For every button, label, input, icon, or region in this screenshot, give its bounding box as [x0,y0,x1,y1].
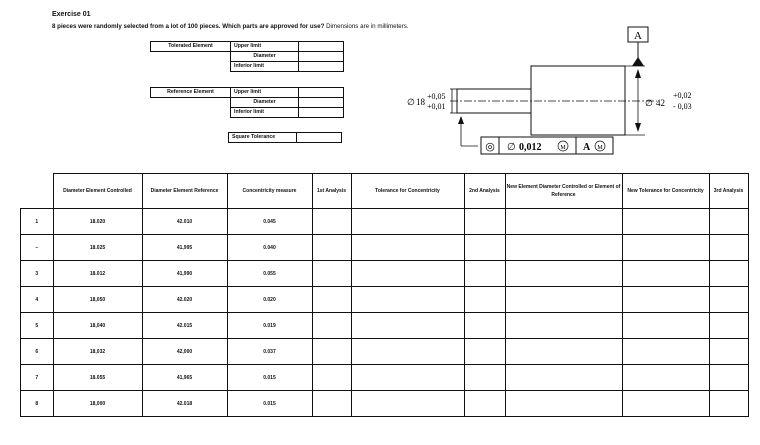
new-tolerance-cell[interactable] [622,287,709,313]
tolerance-cell[interactable] [351,391,464,417]
feature-control-frame [481,137,613,154]
diameter-controlled-cell: 18.055 [53,365,142,391]
header-concentricity: Concentricity measure [227,174,312,209]
header-tolerance: Tolerance for Concentricity [351,174,464,209]
left-lower-dev: +0,01 [427,102,446,111]
row-number: 6 [21,339,54,365]
table-row [21,287,749,313]
analysis-3-cell[interactable] [709,261,748,287]
tolerance-cell[interactable] [351,261,464,287]
diameter-controlled-cell: 18.012 [53,261,142,287]
tolerated-element-box [150,41,344,72]
concentricity-cell: 0.020 [227,287,312,313]
reference-upper-value[interactable] [299,88,344,98]
diameter-reference-cell: 42.010 [142,209,227,235]
concentricity-cell: 0.015 [227,391,312,417]
concentricity-symbol-icon: ◎ [485,141,495,153]
tolerance-cell[interactable] [351,339,464,365]
new-tolerance-cell[interactable] [622,339,709,365]
square-tolerance-value[interactable] [297,133,342,143]
new-tolerance-cell[interactable] [622,235,709,261]
reference-diameter: Diameter [231,98,299,108]
analysis-3-cell[interactable] [709,365,748,391]
left-nominal: 18 [416,97,425,107]
table-row [21,365,749,391]
analysis-3-cell[interactable] [709,209,748,235]
analysis-3-cell[interactable] [709,313,748,339]
frame-tolerance-value: 0,012 [519,142,542,153]
reference-diameter-value[interactable] [299,98,344,108]
analysis-3-cell[interactable] [709,235,748,261]
row-number-header [21,174,54,209]
concentricity-cell: 0.055 [227,261,312,287]
frame-datum: A [583,142,591,153]
square-tolerance-label: Square Tolerance [229,133,297,143]
tolerance-cell[interactable] [351,287,464,313]
analysis-2-cell[interactable] [464,365,505,391]
new-diameter-cell[interactable] [505,261,622,287]
header-analysis-3: 3rd Analysis [709,174,748,209]
reference-element-box [150,87,344,118]
analysis-2-cell[interactable] [464,209,505,235]
tolerated-diameter: Diameter [231,52,299,62]
row-number: 3 [21,261,54,287]
concentricity-cell: 0.015 [227,365,312,391]
diameter-reference-cell: 41,965 [142,365,227,391]
tolerated-element-label: Tolerated Element [151,42,231,52]
exercise-title: Exercise 01 [52,11,91,18]
diameter-reference-cell: 42,000 [142,339,227,365]
diameter-reference-cell: 41,995 [142,235,227,261]
analysis-1-cell[interactable] [312,391,351,417]
tolerated-upper-value[interactable] [299,42,344,52]
left-upper-dev: +0,05 [427,92,446,101]
right-upper-dev: +0,02 [673,91,692,100]
intro-question: 8 pieces were randomly selected from a lot of 100 pieces. Which parts are approved for use? [52,23,325,30]
new-diameter-cell[interactable] [505,391,622,417]
row-number: 1 [21,209,54,235]
new-tolerance-cell[interactable] [622,391,709,417]
analysis-1-cell[interactable] [312,287,351,313]
table-row [21,391,749,417]
new-tolerance-cell[interactable] [622,313,709,339]
diameter-controlled-cell: 18,000 [53,391,142,417]
diameter-controlled-cell: 18,032 [53,339,142,365]
row-number: 7 [21,365,54,391]
right-diameter-symbol: ∅ [645,98,653,108]
inspection-table [20,173,749,417]
new-diameter-cell[interactable] [505,339,622,365]
tolerated-upper-limit: Upper limit [231,42,299,52]
diameter-reference-cell: 42.015 [142,313,227,339]
analysis-2-cell[interactable] [464,261,505,287]
header-diameter-controlled: Diameter Element Controlled [53,174,142,209]
tolerated-diameter-value[interactable] [299,52,344,62]
analysis-1-cell[interactable] [312,235,351,261]
square-tolerance-box [228,132,342,143]
table-row [21,261,749,287]
analysis-1-cell[interactable] [312,261,351,287]
left-diameter-symbol: ∅ [407,97,415,107]
tolerance-cell[interactable] [351,209,464,235]
reference-upper-limit: Upper limit [231,88,299,98]
frame-modifier-1: M [560,145,566,151]
diameter-controlled-cell: 18,050 [53,287,142,313]
diameter-reference-cell: 42.020 [142,287,227,313]
right-lower-dev: - 0,03 [673,102,692,111]
reference-inferior-limit: Inferior limit [231,108,299,118]
diameter-reference-cell: 41,990 [142,261,227,287]
reference-element-label: Reference Element [151,88,231,98]
row-number: 5 [21,313,54,339]
concentricity-cell: 0.045 [227,209,312,235]
analysis-1-cell[interactable] [312,313,351,339]
header-new-diameter: New Element Diameter Controlled or Element of Reference [505,174,622,209]
diameter-controlled-cell: 18.025 [53,235,142,261]
analysis-2-cell[interactable] [464,313,505,339]
frame-modifier-2: M [597,145,603,151]
reference-inferior-value[interactable] [299,108,344,118]
new-diameter-cell[interactable] [505,287,622,313]
diameter-reference-cell: 42.018 [142,391,227,417]
right-nominal: 42 [656,98,665,108]
row-number: – [21,235,54,261]
new-diameter-cell[interactable] [505,365,622,391]
analysis-1-cell[interactable] [312,339,351,365]
analysis-3-cell[interactable] [709,339,748,365]
header-analysis-1: 1st Analysis [312,174,351,209]
large-cylinder [531,66,625,135]
frame-diameter-symbol: ∅ [507,142,516,153]
tolerance-cell[interactable] [351,235,464,261]
analysis-2-cell[interactable] [464,391,505,417]
analysis-3-cell[interactable] [709,391,748,417]
tolerated-inferior-limit: Inferior limit [231,62,299,72]
concentricity-cell: 0.037 [227,339,312,365]
new-tolerance-cell[interactable] [622,261,709,287]
new-tolerance-cell[interactable] [622,365,709,391]
new-tolerance-cell[interactable] [622,209,709,235]
row-number: 4 [21,287,54,313]
table-row [21,313,749,339]
header-new-tolerance: New Tolerance for Concentricity [622,174,709,209]
diameter-controlled-cell: 18,040 [53,313,142,339]
intro-units: Dimensions are in millimeters. [326,23,409,30]
analysis-2-cell[interactable] [464,235,505,261]
new-diameter-cell[interactable] [505,313,622,339]
tolerance-cell[interactable] [351,313,464,339]
datum-triangle [632,57,644,66]
analysis-3-cell[interactable] [709,287,748,313]
new-diameter-cell[interactable] [505,235,622,261]
new-diameter-cell[interactable] [505,209,622,235]
table-row [21,209,749,235]
header-diameter-reference: Diameter Element Reference [142,174,227,209]
concentricity-cell: 0.019 [227,313,312,339]
analysis-1-cell[interactable] [312,365,351,391]
analysis-2-cell[interactable] [464,339,505,365]
tolerance-cell[interactable] [351,365,464,391]
diameter-controlled-cell: 18.020 [53,209,142,235]
datum-letter: A [634,30,642,42]
header-analysis-2: 2nd Analysis [464,174,505,209]
exercise-intro [52,23,409,30]
concentricity-cell: 0.040 [227,235,312,261]
analysis-2-cell[interactable] [464,287,505,313]
tolerated-inferior-value[interactable] [299,62,344,72]
table-row [21,339,749,365]
part-drawing [395,20,735,160]
row-number: 8 [21,391,54,417]
analysis-1-cell[interactable] [312,209,351,235]
table-body [21,209,749,417]
table-row [21,235,749,261]
